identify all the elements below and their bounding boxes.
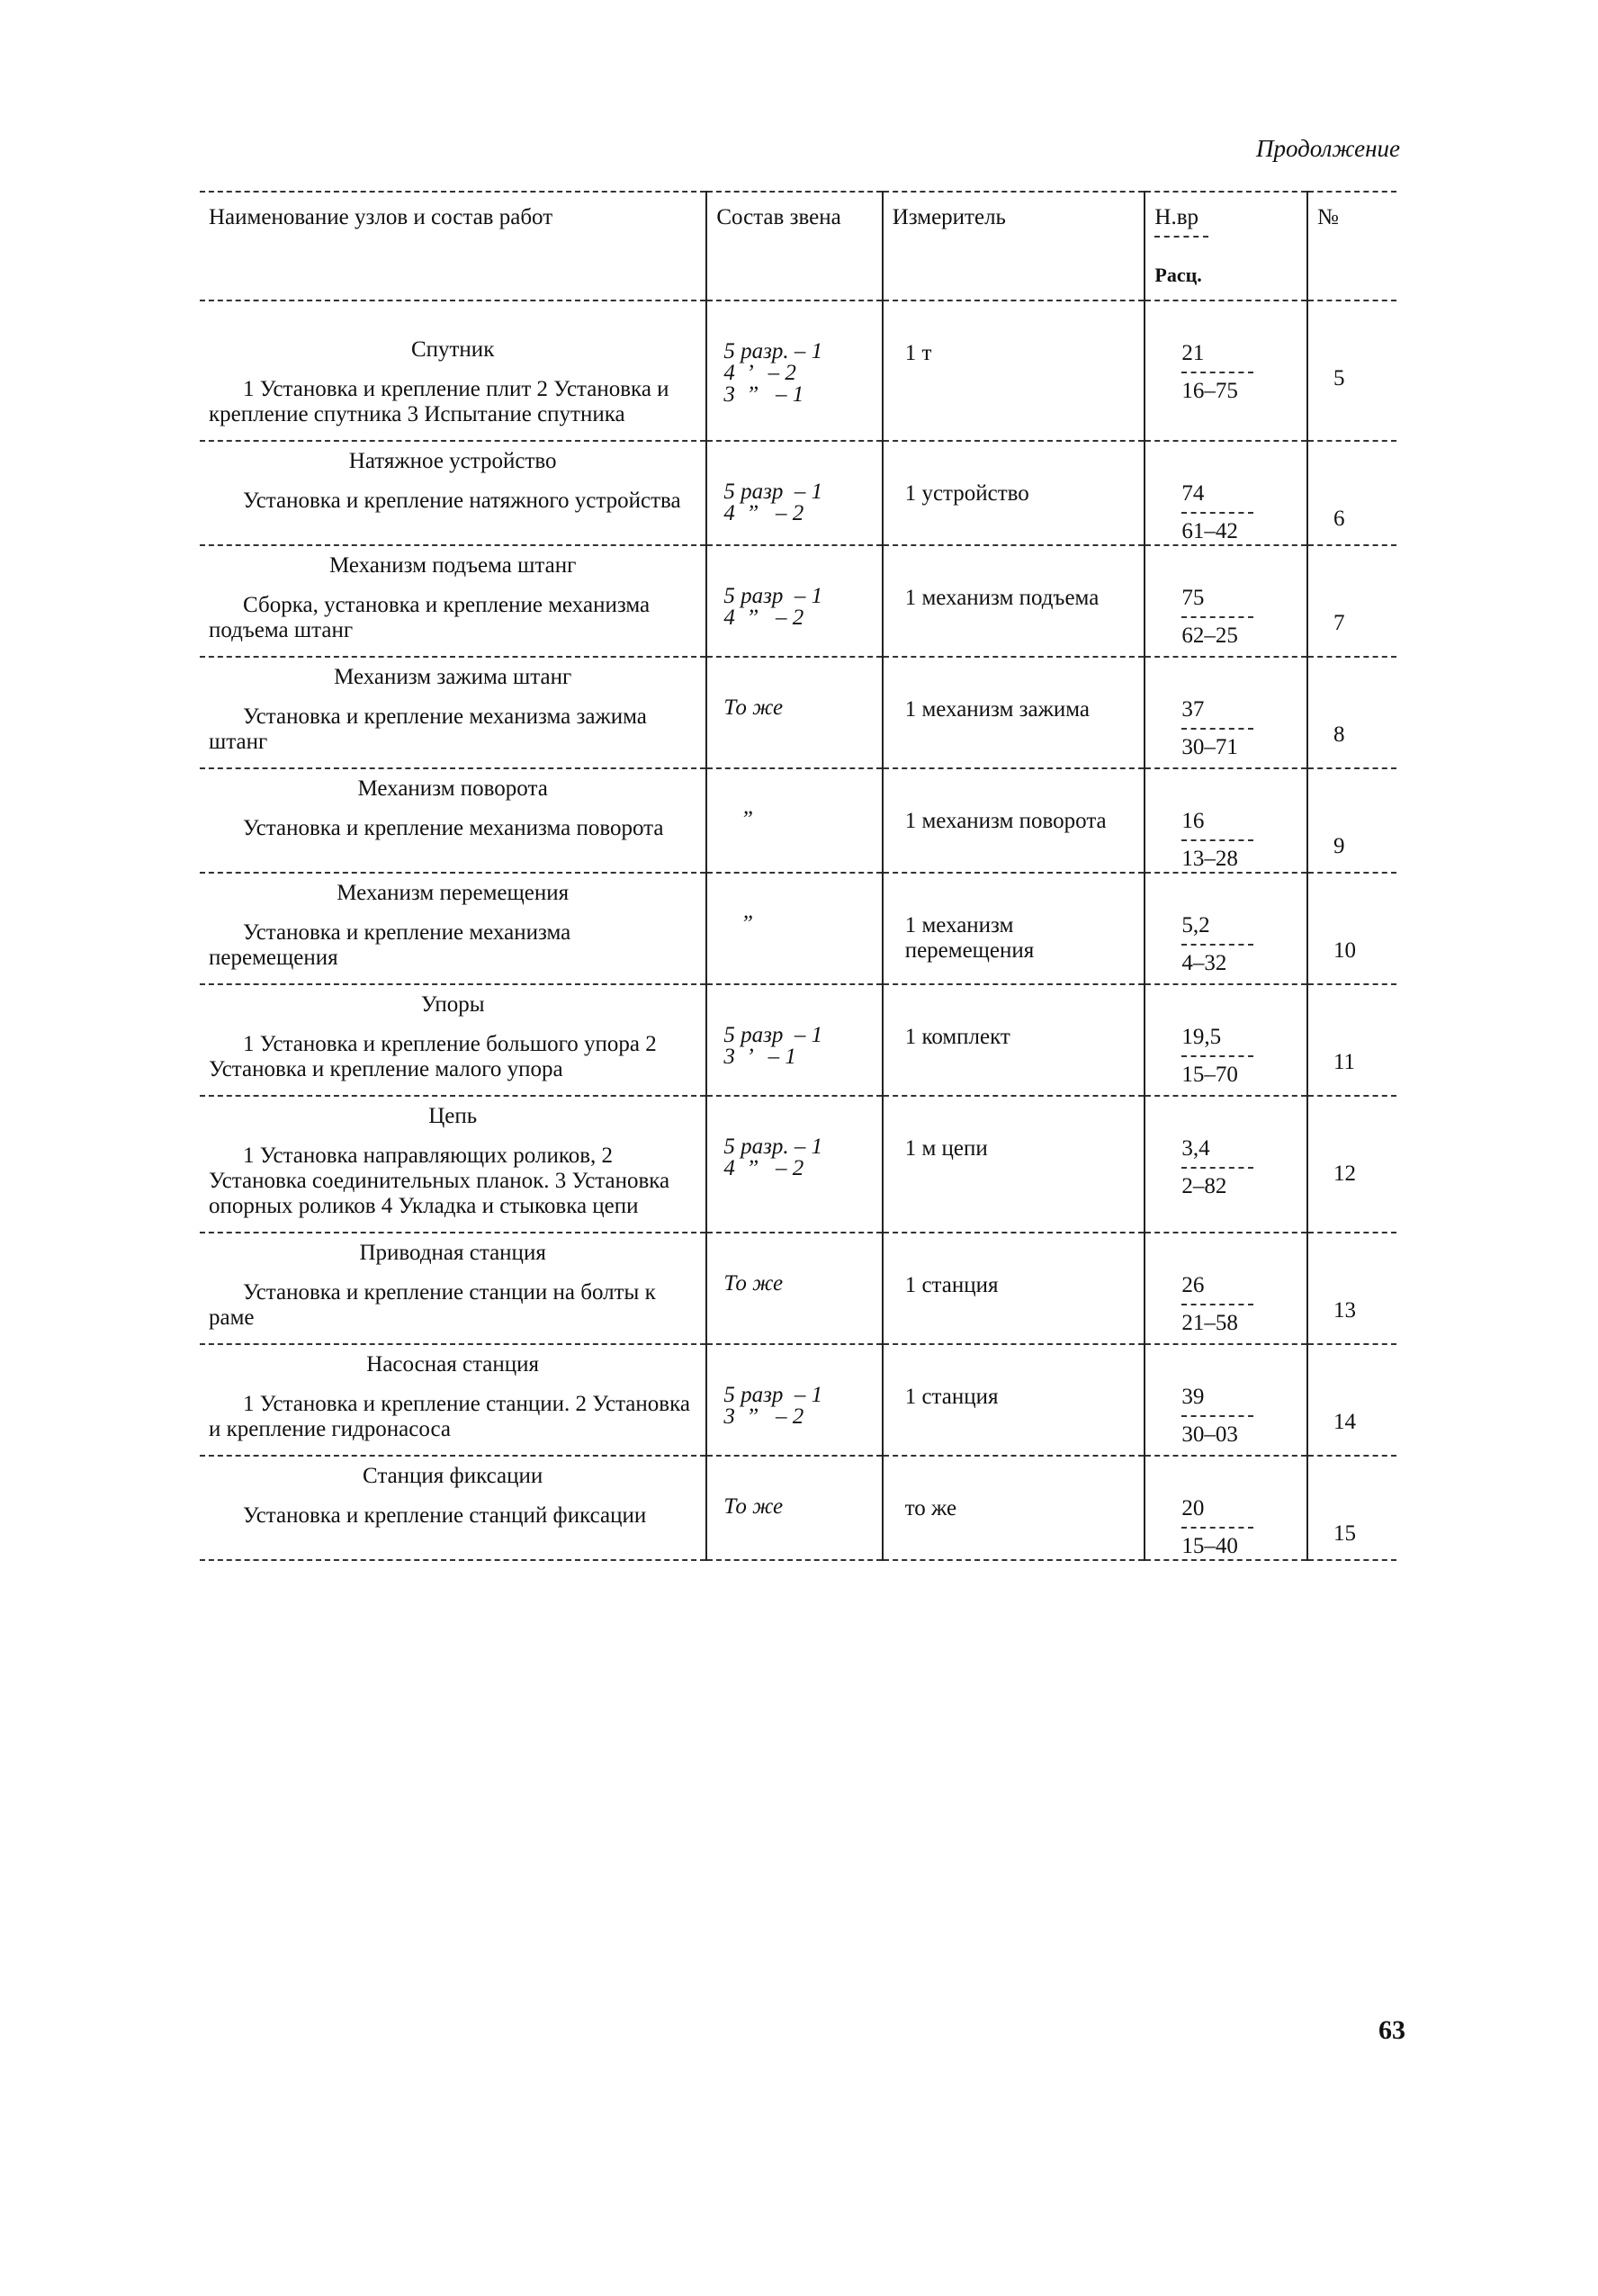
col-name-header: Наименование узлов и состав работ bbox=[200, 192, 706, 300]
rate-value: 13–28 bbox=[1181, 847, 1238, 871]
num-cell bbox=[1307, 545, 1396, 657]
unit-of-measure: 1 м цепи bbox=[904, 1136, 988, 1161]
crew-composition: 5 разр. – 1 4 ” – 2 bbox=[723, 1135, 823, 1180]
norm-cell bbox=[1145, 1233, 1307, 1344]
norm-header-top: Н.вр bbox=[1154, 205, 1199, 229]
time-norm: 75 bbox=[1181, 586, 1205, 610]
table-row bbox=[200, 1233, 1396, 1344]
unit-of-measure: 1 комплект bbox=[904, 1025, 1010, 1049]
col-unit-header: Измеритель bbox=[883, 192, 1145, 300]
section-title: Станция фиксации bbox=[363, 1464, 543, 1488]
time-norm: 21 bbox=[1181, 341, 1205, 365]
name-cell bbox=[200, 441, 706, 545]
norm-divider bbox=[1181, 728, 1253, 730]
unit-cell bbox=[883, 545, 1145, 657]
norm-divider bbox=[1181, 944, 1253, 946]
unit-of-measure: 1 механизм перемещения bbox=[904, 913, 1035, 963]
name-cell bbox=[200, 1344, 706, 1456]
table-row bbox=[200, 768, 1396, 873]
unit-cell bbox=[883, 768, 1145, 873]
work-description: Установка и крепление механизма зажима штанг bbox=[209, 704, 647, 754]
unit-cell bbox=[883, 1344, 1145, 1456]
norm-divider bbox=[1181, 512, 1253, 514]
crew-cell bbox=[706, 873, 882, 984]
crew-composition: 5 разр – 1 3 ” – 2 bbox=[723, 1383, 823, 1429]
name-cell bbox=[200, 1456, 706, 1560]
norm-fraction bbox=[1154, 1385, 1297, 1448]
norm-cell bbox=[1145, 300, 1307, 441]
row-number: 10 bbox=[1333, 938, 1356, 963]
crew-composition: 5 разр. – 1 4 ’ – 2 3 ” – 1 bbox=[723, 339, 823, 407]
norm-cell bbox=[1145, 1344, 1307, 1456]
crew-cell bbox=[706, 657, 882, 768]
table-header-row bbox=[200, 192, 1396, 300]
norm-divider bbox=[1181, 1167, 1253, 1169]
num-cell bbox=[1307, 984, 1396, 1096]
page-number: 63 bbox=[1378, 2015, 1405, 2045]
rate-value: 4–32 bbox=[1181, 951, 1227, 975]
norm-header-bottom: Расц. bbox=[1154, 264, 1202, 286]
row-number: 6 bbox=[1333, 507, 1345, 531]
unit-of-measure: 1 механизм подъема bbox=[904, 586, 1100, 610]
num-cell bbox=[1307, 873, 1396, 984]
num-cell bbox=[1307, 1344, 1396, 1456]
row-number: 7 bbox=[1333, 611, 1345, 635]
section-title: Механизм поворота bbox=[357, 776, 548, 801]
crew-composition: ” bbox=[723, 911, 753, 936]
row-number: 15 bbox=[1333, 1521, 1356, 1546]
section-title: Цепь bbox=[428, 1104, 478, 1128]
name-cell bbox=[200, 657, 706, 768]
norm-fraction bbox=[1154, 481, 1297, 544]
name-cell bbox=[200, 300, 706, 441]
table-row bbox=[200, 1344, 1396, 1456]
name-cell bbox=[200, 873, 706, 984]
rate-value: 62–25 bbox=[1181, 623, 1238, 648]
norm-divider bbox=[1181, 1527, 1253, 1529]
norm-fraction bbox=[1154, 697, 1297, 760]
unit-cell bbox=[883, 1233, 1145, 1344]
crew-composition: 5 разр – 1 4 ” – 2 bbox=[723, 480, 823, 525]
table-row bbox=[200, 657, 1396, 768]
crew-composition: 5 разр – 1 4 ” – 2 bbox=[723, 584, 823, 630]
rate-value: 61–42 bbox=[1181, 519, 1238, 543]
row-number: 14 bbox=[1333, 1410, 1356, 1434]
unit-of-measure: 1 устройство bbox=[904, 481, 1029, 506]
section-title: Механизм подъема штанг bbox=[328, 553, 577, 578]
row-number: 12 bbox=[1333, 1161, 1356, 1186]
continuation-label: Продолжение bbox=[1255, 135, 1400, 162]
num-cell bbox=[1307, 441, 1396, 545]
work-description: 1 Установка направляющих роликов, 2 Установка соединительных планок. 3 Установка опорных роликов 4 Укладка и стыковка цепи bbox=[209, 1144, 670, 1218]
norm-cell bbox=[1145, 1096, 1307, 1233]
crew-cell bbox=[706, 300, 882, 441]
col-num-header: № bbox=[1307, 192, 1396, 300]
norm-cell bbox=[1145, 1456, 1307, 1560]
crew-cell bbox=[706, 1233, 882, 1344]
norm-fraction bbox=[1154, 1136, 1297, 1199]
work-description: Установка и крепление станции на болты к раме bbox=[209, 1280, 656, 1330]
norm-cell bbox=[1145, 768, 1307, 873]
norm-cell bbox=[1145, 657, 1307, 768]
time-norm: 26 bbox=[1181, 1273, 1205, 1297]
rate-value: 15–40 bbox=[1181, 1534, 1238, 1558]
table-row bbox=[200, 873, 1396, 984]
crew-cell bbox=[706, 441, 882, 545]
section-title: Приводная станция bbox=[359, 1241, 546, 1265]
name-cell bbox=[200, 768, 706, 873]
rate-value: 30–03 bbox=[1181, 1422, 1238, 1447]
crew-cell bbox=[706, 1456, 882, 1560]
crew-composition: То же bbox=[723, 695, 784, 720]
work-description: Сборка, установка и крепление механизма подъема штанг bbox=[209, 593, 651, 642]
section-title: Натяжное устройство bbox=[348, 449, 557, 473]
rate-value: 15–70 bbox=[1181, 1063, 1238, 1087]
row-number: 11 bbox=[1333, 1050, 1356, 1074]
norm-cell bbox=[1145, 441, 1307, 545]
time-norm: 19,5 bbox=[1181, 1025, 1222, 1049]
time-norm: 39 bbox=[1181, 1385, 1205, 1409]
norm-divider bbox=[1181, 839, 1253, 841]
unit-of-measure: 1 механизм поворота bbox=[904, 809, 1107, 833]
time-norm: 20 bbox=[1181, 1496, 1205, 1520]
section-title: Насосная станция bbox=[366, 1352, 540, 1377]
norm-fraction bbox=[1154, 341, 1297, 404]
section-title: Спутник bbox=[410, 337, 495, 362]
row-number: 13 bbox=[1333, 1298, 1356, 1323]
col-crew-header: Состав звена bbox=[706, 192, 882, 300]
section-title: Упоры bbox=[420, 992, 485, 1017]
norm-cell bbox=[1145, 873, 1307, 984]
norm-fraction bbox=[1154, 1273, 1297, 1336]
crew-cell bbox=[706, 545, 882, 657]
unit-cell bbox=[883, 984, 1145, 1096]
crew-composition: 5 разр – 1 3 ’ – 1 bbox=[723, 1023, 823, 1069]
section-title: Механизм зажима штанг bbox=[334, 665, 572, 689]
norm-fraction bbox=[1154, 809, 1297, 872]
table-body bbox=[200, 300, 1396, 1560]
norm-header-divider bbox=[1154, 236, 1208, 238]
num-cell bbox=[1307, 1456, 1396, 1560]
rate-value: 16–75 bbox=[1181, 379, 1238, 403]
table-row bbox=[200, 1456, 1396, 1560]
num-cell bbox=[1307, 657, 1396, 768]
work-norms-table bbox=[200, 191, 1396, 1561]
time-norm: 5,2 bbox=[1181, 913, 1210, 937]
norm-cell bbox=[1145, 984, 1307, 1096]
unit-of-measure: 1 механизм зажима bbox=[904, 697, 1091, 722]
work-description: Установка и крепление станций фиксации bbox=[243, 1503, 647, 1528]
unit-of-measure: 1 станция bbox=[904, 1385, 999, 1409]
section-title: Механизм перемещения bbox=[337, 881, 570, 905]
table-row bbox=[200, 984, 1396, 1096]
time-norm: 37 bbox=[1181, 697, 1205, 722]
crew-cell bbox=[706, 1344, 882, 1456]
unit-of-measure: то же bbox=[904, 1496, 957, 1520]
unit-cell bbox=[883, 1096, 1145, 1233]
norm-fraction bbox=[1154, 1496, 1297, 1559]
norm-divider bbox=[1181, 616, 1253, 618]
work-description: 1 Установка и крепление плит 2 Установка и крепление спутника 3 Испытание спутника bbox=[209, 377, 669, 426]
row-number: 5 bbox=[1333, 366, 1345, 390]
time-norm: 3,4 bbox=[1181, 1136, 1210, 1161]
num-cell bbox=[1307, 768, 1396, 873]
row-number: 8 bbox=[1333, 722, 1345, 747]
work-description: 1 Установка и крепление большого упора 2 Установка и крепление малого упора bbox=[209, 1032, 657, 1081]
work-description: Установка и крепление механизма поворота bbox=[243, 816, 664, 840]
crew-composition: ” bbox=[723, 807, 753, 831]
num-cell bbox=[1307, 300, 1396, 441]
unit-of-measure: 1 станция bbox=[904, 1273, 999, 1297]
unit-cell bbox=[883, 300, 1145, 441]
time-norm: 16 bbox=[1181, 809, 1205, 833]
col-norm-header bbox=[1145, 192, 1307, 300]
table-row bbox=[200, 300, 1396, 441]
norm-cell bbox=[1145, 545, 1307, 657]
crew-cell bbox=[706, 1096, 882, 1233]
norm-fraction bbox=[1154, 913, 1297, 976]
crew-composition: То же bbox=[723, 1494, 784, 1519]
num-cell bbox=[1307, 1233, 1396, 1344]
crew-cell bbox=[706, 768, 882, 873]
work-description: Установка и крепление натяжного устройства bbox=[243, 489, 681, 513]
name-cell bbox=[200, 984, 706, 1096]
unit-cell bbox=[883, 873, 1145, 984]
norm-fraction bbox=[1154, 586, 1297, 649]
unit-cell bbox=[883, 657, 1145, 768]
norm-divider bbox=[1181, 1415, 1253, 1417]
rate-value: 2–82 bbox=[1181, 1174, 1227, 1198]
work-description: Установка и крепление механизма перемещения bbox=[209, 920, 571, 970]
name-cell bbox=[200, 1096, 706, 1233]
rate-value: 21–58 bbox=[1181, 1311, 1238, 1335]
row-number: 9 bbox=[1333, 834, 1345, 858]
unit-of-measure: 1 т bbox=[904, 341, 932, 365]
unit-cell bbox=[883, 1456, 1145, 1560]
crew-composition: То же bbox=[723, 1271, 784, 1296]
name-cell bbox=[200, 1233, 706, 1344]
table-row bbox=[200, 441, 1396, 545]
name-cell bbox=[200, 545, 706, 657]
unit-cell bbox=[883, 441, 1145, 545]
num-cell bbox=[1307, 1096, 1396, 1233]
norm-divider bbox=[1181, 1304, 1253, 1305]
norm-divider bbox=[1181, 1055, 1253, 1057]
crew-cell bbox=[706, 984, 882, 1096]
rate-value: 30–71 bbox=[1181, 735, 1238, 759]
time-norm: 74 bbox=[1181, 481, 1205, 506]
work-description: 1 Установка и крепление станции. 2 Установка и крепление гидронасоса bbox=[209, 1392, 690, 1441]
norm-fraction bbox=[1154, 1025, 1297, 1088]
table-row bbox=[200, 545, 1396, 657]
norm-divider bbox=[1181, 372, 1253, 373]
table-row bbox=[200, 1096, 1396, 1233]
